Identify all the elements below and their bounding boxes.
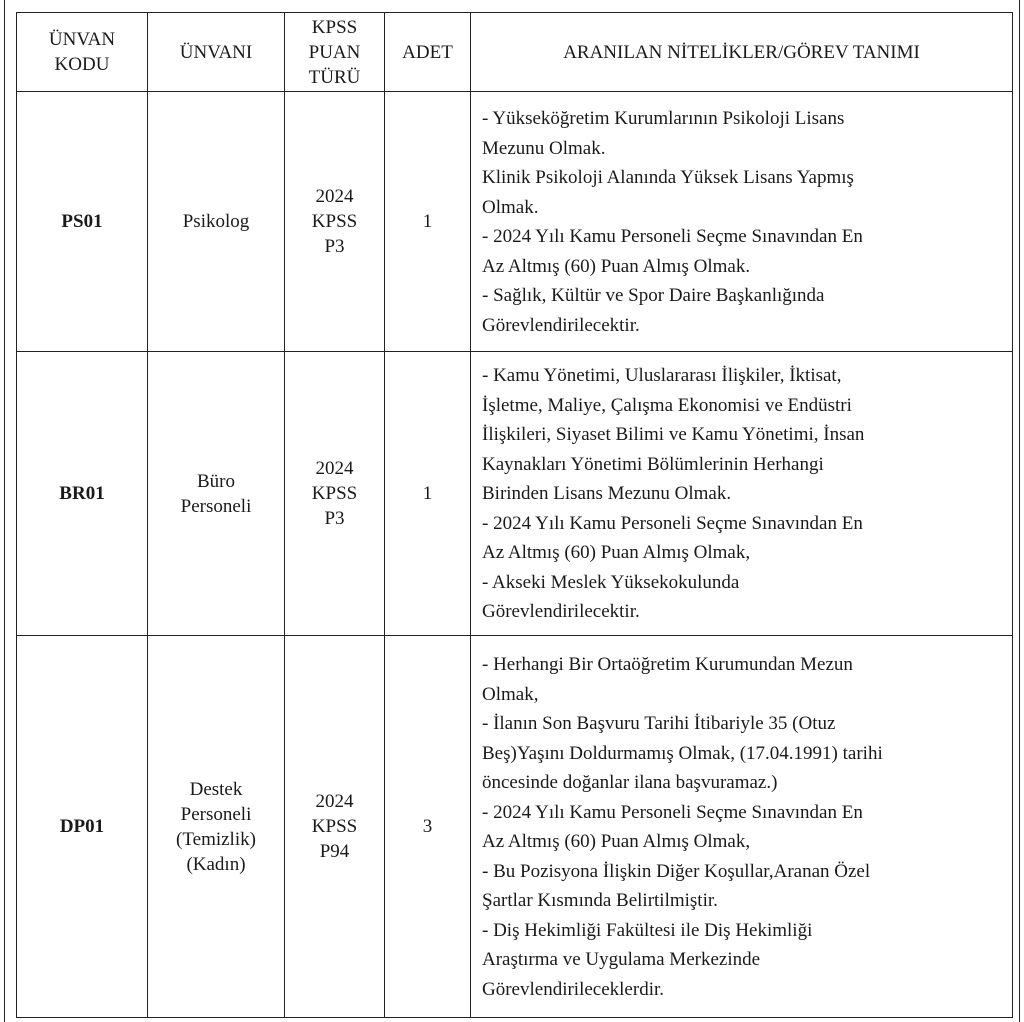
position-title: Psikolog — [148, 92, 285, 352]
positions-table — [16, 12, 1013, 1018]
position-quantity: 1 — [385, 352, 471, 636]
table-row — [17, 352, 1013, 636]
header-description: ARANILAN NİTELİKLER/GÖREV TANIMI — [471, 13, 1013, 92]
position-requirements: - Yükseköğretim Kurumlarının Psikoloji Lisans Mezunu Olmak. Klinik Psikoloji Alanında Yüksek Lisans Yapmış Olmak. - 2024 Yılı Kamu Personeli Seçme Sınavından En Az Altmış (60) Puan Almış Olmak. - Sağlık, Kültür ve Spor Daire Başkanlığında Görevlendirilecektir. — [471, 92, 1013, 352]
position-quantity: 3 — [385, 636, 471, 1018]
position-title: Destek Personeli (Temizlik) (Kadın) — [148, 636, 285, 1018]
position-score-type: 2024 KPSS P94 — [285, 636, 385, 1018]
position-score-type: 2024 KPSS P3 — [285, 92, 385, 352]
position-code: PS01 — [17, 92, 148, 352]
page-edge-right — [1019, 0, 1020, 1022]
position-title: Büro Personeli — [148, 352, 285, 636]
position-quantity: 1 — [385, 92, 471, 352]
position-requirements: - Kamu Yönetimi, Uluslararası İlişkiler, İktisat, İşletme, Maliye, Çalışma Ekonomisi ve Endüstri İlişkileri, Siyaset Bilimi ve Kamu Yönetimi, İnsan Kaynakları Yönetimi Bölümlerinin Herhangi Birinden Lisans Mezunu Olmak. - 2024 Yılı Kamu Personeli Seçme Sınavından En Az Altmış (60) Puan Almış Olmak, - Akseki Meslek Yüksekokulunda Görevlendirilecektir. — [471, 352, 1013, 636]
header-score-type: KPSS PUAN TÜRÜ — [285, 13, 385, 92]
position-requirements: - Herhangi Bir Ortaöğretim Kurumundan Mezun Olmak, - İlanın Son Başvuru Tarihi İtibariyle 35 (Otuz Beş)Yaşını Doldurmamış Olmak, (17.04.1991) tarihi öncesinde doğanlar ilana başvuramaz.) - 2024 Yılı Kamu Personeli Seçme Sınavından En Az Altmış (60) Puan Almış Olmak, - Bu Pozisyona İlişkin Diğer Koşullar,Aranan Özel Şartlar Kısmında Belirtilmiştir. - Diş Hekimliği Fakültesi ile Diş Hekimliği Araştırma ve Uygulama Merkezinde Görevlendirileceklerdir. — [471, 636, 1013, 1018]
position-code: BR01 — [17, 352, 148, 636]
table-row — [17, 92, 1013, 352]
table-header-row — [17, 13, 1013, 92]
position-score-type: 2024 KPSS P3 — [285, 352, 385, 636]
header-title: ÜNVANI — [148, 13, 285, 92]
header-code: ÜNVAN KODU — [17, 13, 148, 92]
page-edge-left — [4, 0, 5, 1022]
position-code: DP01 — [17, 636, 148, 1018]
header-quantity: ADET — [385, 13, 471, 92]
table-row — [17, 636, 1013, 1018]
